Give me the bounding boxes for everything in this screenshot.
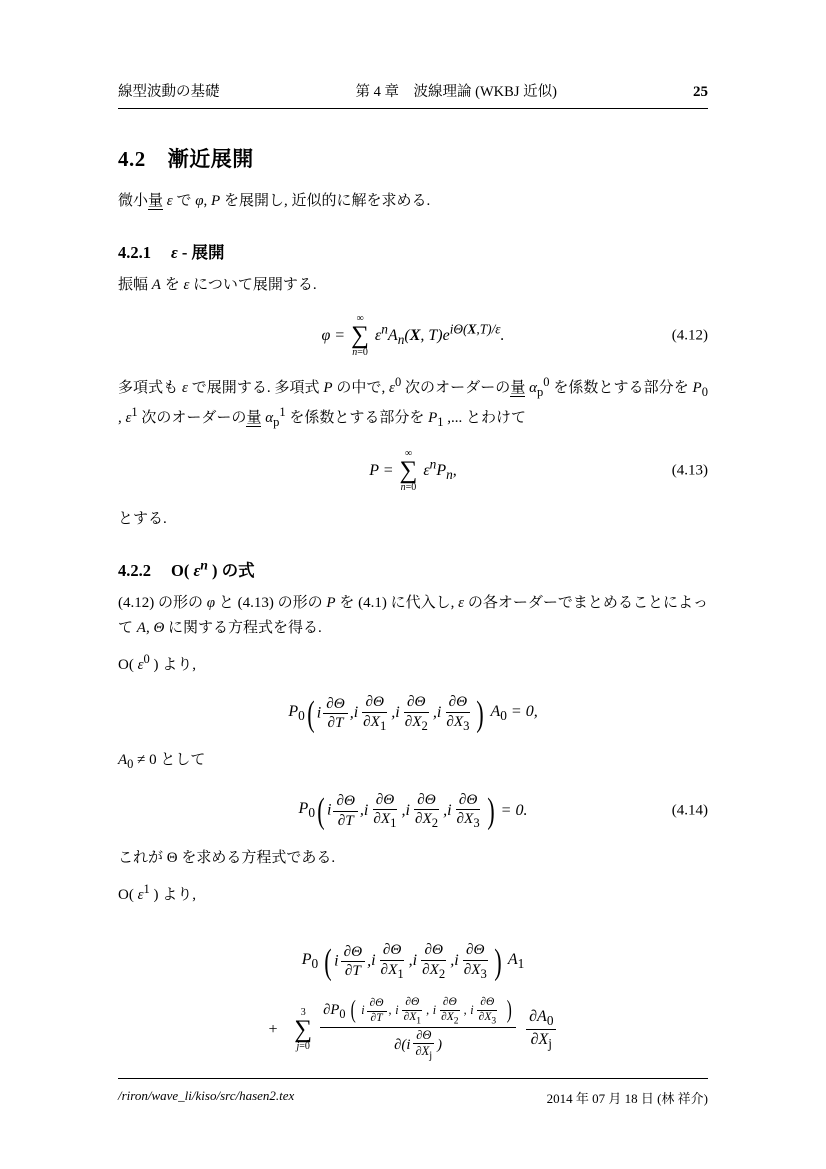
subsection-heading-4-2-1 [118,239,708,263]
summation-symbol: 3 ∑ j=0 [294,1006,313,1053]
equation-4-13-tag: (4.13) [671,462,708,479]
summation-symbol: ∞ ∑ n=0 [351,312,369,359]
equation-4-12-tag: (4.12) [671,327,708,344]
equation-4-13-body: P = ∞ ∑ n=0 $\varepsilon^nP_n$, [369,447,457,494]
equation-order-0-body: $P_0$ ( i $\frac{\partial\Theta}{\partial T}$ , i $\frac{\partial\Theta}{\partial X_1}$ , i $\frac{\partial\Theta}{\partial X_2}$ , i $\frac{\partial\Theta}{\partial X_3}$ ) $A_0 = 0$, [288,692,538,733]
subsection-heading-4-2-2 [118,557,708,581]
equation-4-13 [118,449,708,494]
section-heading-4-2 [118,143,708,173]
footer-date-author: 2014 年 07 月 18 日 (林 祥介) [546,1091,708,1106]
footer-divider [118,1078,708,1079]
order-epsilon-1-label: O( $\varepsilon^1$ ) より, [118,881,196,903]
running-head [118,80,708,101]
summation-symbol: ∞ ∑ n=0 [399,447,418,494]
page-footer [118,1088,708,1107]
para-after-4-13: とする. [118,511,167,528]
subsection-number-4-2-2: 4.2.2 [118,561,151,581]
header-left-title: 線型波動の基礎 [118,84,220,100]
page-content [118,125,708,1078]
section-title-4-2: 漸近展開 [167,147,254,171]
para-after-4-12: 多項式も ε で展開する. 多項式 P の中で, $\varepsilon^0$ 次のオーダーの量 $\alpha_p^0$ を係数とする部分を $P_0$ , $\varepsilon^1$ 次のオーダーの量 $\alpha_p^1$ を係数とする部分を $P_1$ ,... とわけて [118,375,708,430]
page-number: 25 [693,84,708,100]
subsection-4-2-2-intro: (4.12) の形の φ と (4.13) の形の P を (4.1) に代入し, ε の各オーダーでまとめることによって A, Θ に関する方程式を得る. [118,595,708,636]
equation-order-1-line-1: $P_0$ ( i $\frac{\partial\Theta}{\partial T}$ , i $\frac{\partial\Theta}{\partial X_1}$ , i $\frac{\partial\Theta}{\partial X_2}$ , i $\frac{\partial\Theta}{\partial X_3}$ ) $A_1$ [301,940,525,981]
equation-4-14 [118,791,708,832]
header-divider [118,108,708,109]
subsection-number-4-2-1: 4.2.1 [118,243,151,263]
a0-nonzero-label: $A_0 \ne 0$ として [118,752,206,772]
subsection-title-4-2-1: ε - 展開 [171,243,225,263]
header-chapter-title: 第 4 章 波線理論 (WKBJ 近似) [355,84,557,100]
section-4-2-intro: 微小量 ε で φ, P を展開し, 近似的に解を求める. [118,193,431,209]
equation-4-12 [118,314,708,359]
equation-4-14-body: $P_0$ ( i $\frac{\partial\Theta}{\partial T}$ , i $\frac{\partial\Theta}{\partial X_1}$ , i $\frac{\partial\Theta}{\partial X_2}$ , i $\frac{\partial\Theta}{\partial X_3}$ ) = 0. [298,790,528,831]
section-number-4-2: 4.2 [118,147,146,171]
equation-4-12-body: φ = ∞ ∑ n=0 $\varepsilon^nA_n(X$, $T)e^{i\Theta(X,T)/\varepsilon}$. [321,312,505,359]
equation-4-14-tag: (4.14) [671,802,708,819]
equation-order-1 [118,941,708,1063]
subsection-title-4-2-2: O( $\varepsilon^n$ ) の式 [171,557,255,581]
para-after-4-14: これが Θ を求める方程式である. [118,849,336,866]
footer-source-path: /riron/wave_li/kiso/src/hasen2.tex [118,1088,295,1103]
equation-order-1-body [118,941,708,1063]
subsection-4-2-1-intro: 振幅 A を ε について展開する. [118,277,317,294]
equation-order-0 [118,693,708,734]
equation-order-1-line-2: + 3 ∑ j=0 $\partial P_0$ ( i $\frac{\partial\Theta}{\partial T}$ , i $\frac{\partial\Theta}{\partial X_1}$ , i $\frac{\partial\Theta}{\partial X_2}$ , i $\frac{\partial\Theta}{\partial X_3}$ ) ∂(i $\frac{\partial\Theta}{\partial X_j}$ ) $\frac{\partial A_0}{\partial X_j}$ [118,996,708,1063]
order-epsilon-0-label: O( $\varepsilon^0$ ) より, [118,651,196,673]
